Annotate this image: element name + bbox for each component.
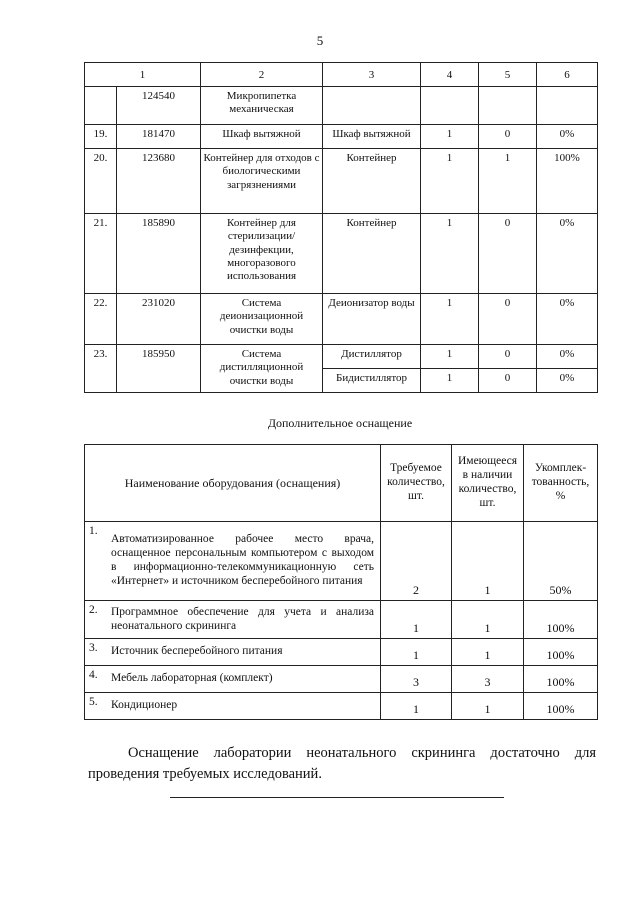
available-count: 1: [452, 693, 524, 720]
header-col-5: 5: [479, 63, 537, 87]
row-index: 4.: [89, 669, 98, 681]
available-count: 0: [479, 345, 537, 369]
row-number: 19.: [85, 125, 117, 149]
equipment-name: Автоматизированное рабочее место врача, оснащенное персональным компьютером с выходом в информационно-телекоммуникационную сеть «Интернет» и источником бесперебойного питания: [111, 533, 374, 587]
row-number: 20.: [85, 149, 117, 214]
table-row: [85, 522, 598, 601]
required-count: 1: [421, 149, 479, 214]
header-available: Имеющееся в наличии количество, шт.: [452, 445, 524, 522]
completeness-pct: 100%: [524, 601, 598, 639]
equipment-name: Система деионизационной очистки воды: [201, 294, 323, 345]
row-number: 22.: [85, 294, 117, 345]
equipment-name: Мебель лабораторная (комплект): [111, 672, 273, 685]
table-row: [85, 125, 598, 149]
closing-rule: [170, 797, 504, 798]
table-row: [85, 294, 598, 345]
table-header-row: [85, 63, 598, 87]
header-name: Наименование оборудования (оснащения): [85, 445, 381, 522]
completeness-pct: 50%: [524, 522, 598, 601]
available-count: 1: [452, 522, 524, 601]
row-number: 21.: [85, 214, 117, 294]
completeness-pct: 100%: [524, 666, 598, 693]
equipment-type: Деионизатор воды: [323, 294, 421, 345]
required-count: 1: [421, 369, 479, 393]
equipment-name: Система дистилляционной очистки воды: [201, 345, 323, 393]
available-count: 0: [479, 214, 537, 294]
header-completeness: Укомплек-тованность, %: [524, 445, 598, 522]
additional-equipment-table: [84, 444, 598, 720]
equipment-name: Источник бесперебойного питания: [111, 645, 283, 658]
required-count: 1: [421, 214, 479, 294]
equipment-type: Контейнер: [323, 149, 421, 214]
completeness-pct: 0%: [537, 294, 598, 345]
required-count: 1: [421, 294, 479, 345]
completeness-pct: 100%: [537, 149, 598, 214]
equipment-type: Дистиллятор: [323, 345, 421, 369]
row-number: 23.: [85, 345, 117, 393]
header-col-6: 6: [537, 63, 598, 87]
equipment-code: 124540: [117, 87, 201, 125]
table-row: [85, 149, 598, 214]
header-col-2: 2: [201, 63, 323, 87]
table-row: [85, 87, 598, 125]
equipment-name: Кондиционер: [111, 699, 178, 712]
header-col-3: 3: [323, 63, 421, 87]
equipment-type: Бидистиллятор: [323, 369, 421, 393]
equipment-code: 181470: [117, 125, 201, 149]
table-row: [85, 214, 598, 294]
completeness-pct: 0%: [537, 214, 598, 294]
table-row: [85, 693, 598, 720]
row-index: 3.: [89, 642, 98, 654]
required-count: 3: [381, 666, 452, 693]
available-count: 0: [479, 294, 537, 345]
available-count: 1: [452, 639, 524, 666]
conclusion-text: Оснащение лаборатории неонатального скрининга достаточно для проведения требуемых исследований.: [88, 745, 596, 783]
header-col-4: 4: [421, 63, 479, 87]
completeness-pct: 100%: [524, 693, 598, 720]
available-count: 0: [479, 369, 537, 393]
completeness-pct: 0%: [537, 369, 598, 393]
row-index: 2.: [89, 604, 98, 616]
required-count: 1: [421, 345, 479, 369]
required-count: 1: [381, 693, 452, 720]
available-count: 1: [452, 601, 524, 639]
equipment-table: [84, 62, 598, 393]
equipment-name: Контейнер для стерилизации/ дезинфекции, многоразового использования: [201, 214, 323, 294]
section-title: Дополнительное оснащение: [267, 416, 413, 430]
equipment-name: Микропипетка механическая: [201, 87, 323, 125]
completeness-pct: 0%: [537, 125, 598, 149]
required-count: 2: [381, 522, 452, 601]
equipment-code: 185950: [117, 345, 201, 393]
equipment-name: Контейнер для отходов с биологическими загрязнениями: [201, 149, 323, 214]
equipment-code: 231020: [117, 294, 201, 345]
row-number: [85, 87, 117, 125]
equipment-name: Шкаф вытяжной: [201, 125, 323, 149]
available-count: 1: [479, 149, 537, 214]
required-count: 1: [381, 639, 452, 666]
completeness-pct: 100%: [524, 639, 598, 666]
equipment-code: 185890: [117, 214, 201, 294]
required-count: 1: [421, 125, 479, 149]
completeness-pct: 0%: [537, 345, 598, 369]
required-count: 1: [381, 601, 452, 639]
header-col-1: 1: [85, 63, 201, 87]
equipment-type: Шкаф вытяжной: [323, 125, 421, 149]
equipment-name: Программное обеспечение для учета и анализа неонатального скрининга: [111, 605, 374, 632]
table-row: [85, 666, 598, 693]
row-index: 1.: [89, 525, 98, 537]
page-number: 5: [316, 33, 324, 48]
table-header-row: [85, 445, 598, 522]
available-count: 3: [452, 666, 524, 693]
header-required: Требуемое количество, шт.: [381, 445, 452, 522]
equipment-code: 123680: [117, 149, 201, 214]
table-row: [85, 601, 598, 639]
table-row: [85, 345, 598, 369]
equipment-type: Контейнер: [323, 214, 421, 294]
table-row: [85, 639, 598, 666]
row-index: 5.: [89, 696, 98, 708]
available-count: 0: [479, 125, 537, 149]
